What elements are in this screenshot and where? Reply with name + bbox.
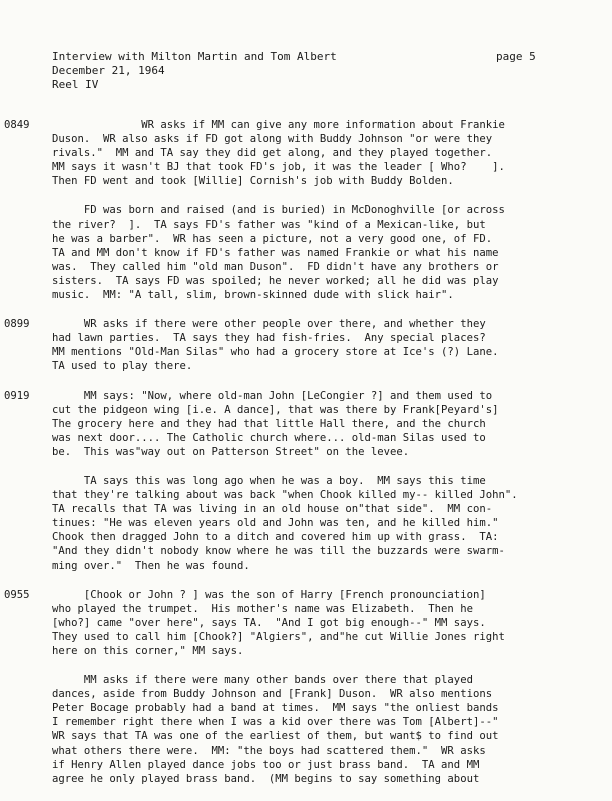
transcript-line: WR asks if MM can give any more information about Frankie xyxy=(52,119,505,131)
transcript-line: cut the pidgeon wing [i.e. A dance], that was there by Frank[Peyard's] xyxy=(52,403,499,416)
transcript-line: MM asks if there were many other bands over there that played xyxy=(52,674,473,687)
tape-timestamp: 0899 xyxy=(4,318,30,331)
transcript-line: he was a barber". WR has seen a picture, not a very good one, of FD. xyxy=(52,232,493,245)
transcript-paragraph xyxy=(0,317,612,373)
transcript-line: the river? ]. TA says FD's father was "kind of a Mexican-like, but xyxy=(52,218,486,231)
transcript-paragraph xyxy=(0,118,612,188)
transcript-line: was. They called him "old man Duson". FD didn't have any brothers or xyxy=(52,260,499,273)
transcript-paragraph xyxy=(0,474,612,573)
transcript-line: dances, aside from Buddy Johnson and [Frank] Duson. WR also mentions xyxy=(52,688,493,701)
transcript-line: MM says: "Now, where old-man John [LeCongier ?] and them used to xyxy=(52,389,493,402)
tape-timestamp: 0955 xyxy=(4,588,30,601)
header-date: December 21, 1964 xyxy=(52,64,165,78)
transcript-line: WR says that TA was one of the earliest of them, but want$ to find out xyxy=(52,730,499,743)
header-title: Interview with Milton Martin and Tom Albert xyxy=(52,50,337,63)
transcript-line: rivals." MM and TA say they did get along, and they played together. xyxy=(52,147,493,160)
header-reel: Reel IV xyxy=(52,78,99,92)
tape-timestamp: 0919 xyxy=(4,389,30,402)
document-header xyxy=(52,50,337,92)
transcript-line: MM says it wasn't BJ that took FD's job, it was the leader [ Who? ]. xyxy=(52,161,505,174)
transcript-line: WR asks if there were other people over there, and whether they xyxy=(52,318,486,331)
transcript-line: sisters. TA says FD was spoiled; he never worked; all he did was play xyxy=(52,274,499,287)
transcript-paragraph xyxy=(0,389,612,459)
transcript-line: was next door.... The Catholic church where... old-man Silas used to xyxy=(52,431,486,444)
transcript-body xyxy=(0,118,612,801)
transcript-line: what others there were. MM: "the boys had scattered them." WR asks xyxy=(52,744,486,757)
transcript-line: if Henry Allen played dance jobs too or just brass band. TA and MM xyxy=(52,758,480,771)
transcript-line: had lawn parties. TA says they had fish-fries. Any special places? xyxy=(52,332,486,345)
transcript-line: Chook then dragged John to a ditch and covered him up with grass. TA: xyxy=(52,531,499,544)
transcript-line: [who?] came "over here", says TA. "And I got big enough--" MM says. xyxy=(52,616,486,629)
transcript-line: FD was born and raised (and is buried) in McDonoghville [or across xyxy=(52,204,505,217)
transcript-line: TA and MM don't know if FD's father was named Frankie or what his name xyxy=(52,246,499,259)
transcript-line: that they're talking about was back "when Chook killed my-- killed John". xyxy=(52,489,518,502)
transcript-line: I remember right there when I was a kid over there was Tom [Albert]--" xyxy=(52,716,499,729)
transcript-line: here on this corner," MM says. xyxy=(52,645,244,657)
transcript-line: ming over." Then he was found. xyxy=(52,559,250,572)
transcript-paragraph xyxy=(0,588,612,658)
transcript-line: [Chook or John ? ] was the son of Harry [French pronounciation] xyxy=(52,588,486,601)
transcript-paragraph xyxy=(0,673,612,786)
transcript-line: "And they didn't nobody know where he was till the buzzards were swarm- xyxy=(52,545,505,558)
transcript-line: tinues: "He was eleven years old and John was ten, and he killed him." xyxy=(52,517,499,530)
transcript-line: music. MM: "A tall, slim, brown-skinned dude with slick hair". xyxy=(52,289,454,302)
tape-timestamp: 0849 xyxy=(4,119,30,131)
transcript-line: Peter Bocage probably had a band at times. MM says "the onliest bands xyxy=(52,702,499,715)
transcript-line: The grocery here and they had that little Hall there, and the church xyxy=(52,417,486,430)
transcript-line: Then FD went and took [Willie] Cornish's job with Buddy Bolden. xyxy=(52,175,454,188)
transcript-line: TA says this was long ago when he was a boy. MM says this time xyxy=(52,474,486,487)
transcript-line: be. This was"way out on Patterson Street" on the levee. xyxy=(52,445,410,458)
page-number: page 5 xyxy=(496,50,536,63)
transcript-line: TA used to play there. xyxy=(52,360,193,373)
transcript-line: They used to call him [Chook?] "Algiers", and"he cut Willie Jones right xyxy=(52,630,505,643)
transcript-line: MM mentions "Old-Man Silas" who had a grocery store at Ice's (?) Lane. xyxy=(52,346,499,359)
transcript-line: who played the trumpet. His mother's name was Elizabeth. Then he xyxy=(52,602,473,615)
transcript-paragraph xyxy=(0,203,612,302)
transcript-line: agree he only played brass band. (MM begins to say something about xyxy=(52,772,480,785)
transcript-line: Duson. WR also asks if FD got along with Buddy Johnson "or were they xyxy=(52,133,493,146)
transcript-line: TA recalls that TA was living in an old house on"that side". MM con- xyxy=(52,503,493,516)
